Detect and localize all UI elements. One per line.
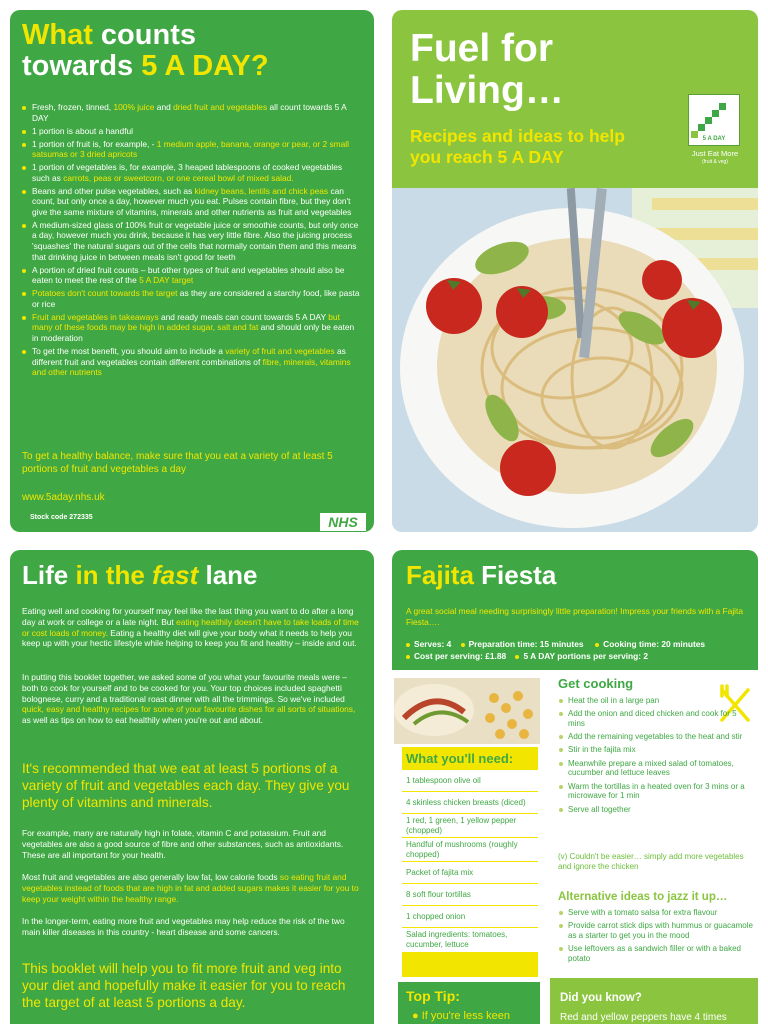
top-tip-title: Top Tip: xyxy=(406,988,460,1004)
body-text: Beans and other pulse vegetables, such as xyxy=(32,185,195,196)
counts-list-item xyxy=(22,139,360,160)
pasta-illustration xyxy=(392,188,758,532)
ingredients-list xyxy=(402,770,538,953)
booklet-callout: This booklet will help you to fit more fruit and veg into your diet and hopefully make it easier for you to reach the target of at least 5 portions a day. xyxy=(22,961,346,1010)
body-text: Fresh, frozen, tinned, xyxy=(32,102,114,112)
cooking-step: Add the remaining vegetables to the heat and stir xyxy=(558,732,754,742)
body-text: A medium-sized glass of 100% fruit or vegetable juice or smoothie counts, but only once a day, however much you drink, because it has very little fibre. Also the juicing process 'squashes' the natural sugars out of the cells that normally contain them and this means that drinking juice in between meals isn't good for teeth xyxy=(32,219,359,262)
alternatives-list xyxy=(558,908,754,967)
intro-paragraph xyxy=(22,606,362,649)
body-text: A portion of dried fruit counts – but other types of fruit and vegetables should also be eaten to meet the rest of the xyxy=(32,264,345,286)
body-text: Eating a healthy diet will give your body what it needs to help you keep up with your hectic lifestyle while helping to keep you fit and healthy – inside and out. xyxy=(22,627,357,649)
get-cooking-title: Get cooking xyxy=(558,676,634,691)
fajita-title: Fajita Fiesta xyxy=(406,560,557,590)
ingredient-item: 4 skinless chicken breasts (diced) xyxy=(402,792,538,814)
body-text: Eating well and cooking for yourself may feel like the last thing you want to do after a long day at work or college or a late night. But xyxy=(22,606,354,627)
highlight-text: dried fruit and vegetables xyxy=(173,102,268,112)
ingredient-item: 8 soft flour tortillas xyxy=(402,884,538,906)
body-text: as they are considered a starchy food, like pasta or rice xyxy=(32,288,360,309)
cover-subtitle: Recipes and ideas to help you reach 5 A DAY xyxy=(410,126,625,167)
counts-list-item xyxy=(22,265,360,286)
cooking-step: Add the onion and diced chicken and cook for 5 mins xyxy=(558,709,754,729)
nhs-logo: NHS xyxy=(320,513,366,531)
booklet-paragraph xyxy=(22,672,362,726)
highlight-text: Fruit and vegetables in takeaways xyxy=(32,311,159,322)
highlight-text: quick, easy and healthy recipes for some of your favourite dishes for all sorts of situations, xyxy=(22,704,356,715)
counts-list-item xyxy=(22,126,360,137)
body-text: To get the most benefit, you should aim to include a xyxy=(32,345,226,356)
body-text: 1 portion is about a handful xyxy=(32,125,134,136)
website-link[interactable]: www.5aday.nhs.uk xyxy=(22,492,105,503)
body-text: 1 portion of fruit is, for example, - xyxy=(32,138,157,149)
just-eat-more-tagline: Just Eat More (fruit & veg) xyxy=(691,149,739,165)
alternative-idea: Serve with a tomato salsa for extra flavour xyxy=(558,908,754,918)
body-text: can count, but only once a day, however much you eat. Pulses contain fibre, but they don't give the same mixture of vitamins, minerals and other nutrients as fruit and vegetables xyxy=(32,185,352,217)
cooking-step: Heat the oil in a large pan xyxy=(558,696,754,706)
ingredient-item: 1 chopped onion xyxy=(402,906,538,928)
ingredients-title: What you'll need: xyxy=(406,751,514,766)
body-text: as well as tips on how to eat healthily when you're out and about. xyxy=(22,715,263,726)
cooking-step: Meanwhile prepare a mixed salad of tomatoes, cucumber and lettuce leaves xyxy=(558,759,754,779)
body-text: and xyxy=(154,102,174,112)
counts-list-item xyxy=(22,102,360,123)
top-tip-text: ● If you're less keen xyxy=(412,1010,511,1022)
stock-code: Stock code 272335 xyxy=(30,514,93,521)
counts-list-item xyxy=(22,162,360,183)
ingredient-item: 1 red, 1 green, 1 yellow pepper (chopped) xyxy=(402,814,538,838)
did-you-know-box xyxy=(550,978,758,1024)
vegetarian-note: (v) Couldn't be easier… simply add more vegetables and ignore the chicken xyxy=(558,852,744,871)
did-you-know-text: Red and yellow peppers have 4 times xyxy=(560,1012,727,1023)
fajita-intro: A great social meal needing surprisingly little preparation! Impress your friends with a Fajita Fiesta…. xyxy=(406,606,744,627)
five-a-day-logo: 5 A DAY xyxy=(688,94,740,146)
alternatives-title: Alternative ideas to jazz it up… xyxy=(558,891,728,903)
body-text: 1 portion of vegetables is, for example, 3 heaped tablespoons of cooked vegetables such as xyxy=(32,162,343,183)
cooking-step: Warm the tortillas in a heated oven for 3 mins or a microwave for 1 min xyxy=(558,782,754,802)
fajita-photo xyxy=(394,678,540,744)
cooking-step: Serve all together xyxy=(558,805,754,815)
fuel-for-living-panel xyxy=(392,10,758,532)
highlight-text: eating healthily doesn't have to take loads of time or cost loads of money. xyxy=(22,616,359,638)
pasta-photo xyxy=(392,188,758,532)
body-text: In putting this booklet together, we asked some of you what your favourite meals were – both to cook for yourself and to be cooked for you. Your top choices included spaghetti bolognese, curry and a traditional roast dinner with all the trimmings. So we've included xyxy=(22,672,347,704)
counts-list-item xyxy=(22,186,360,218)
what-counts-title: What counts towards 5 A DAY? xyxy=(22,19,269,82)
nutrients-paragraph: For example, many are naturally high in folate, vitamin C and potassium. Fruit and vegetables are also a good source of fibre and other substances, such as antioxidants. These are all important for your health. xyxy=(22,828,344,860)
highlight-text: 100% juice xyxy=(113,102,155,112)
risk-paragraph: In the longer-term, eating more fruit and vegetables may help reduce the risk of the two main killer diseases in this country - heart disease and some cancers. xyxy=(22,916,345,937)
highlight-text: but many of these foods may be high in added sugar, salt and fat xyxy=(32,311,340,333)
low-fat-paragraph xyxy=(22,872,362,904)
fajita-header xyxy=(392,550,758,670)
cooking-step: Stir in the fajita mix xyxy=(558,745,754,755)
top-tip-box xyxy=(398,982,540,1024)
ingredient-item: Handful of mushrooms (roughly chopped) xyxy=(402,838,538,862)
body-text: all count towards 5 A DAY xyxy=(32,102,347,123)
highlight-text: Potatoes don't count towards the target xyxy=(32,288,178,299)
fajita-meta-row-1: Serves: 4 Preparation time: 15 minutes Cooking time: 20 minutes xyxy=(406,639,705,649)
balance-note: To get a healthy balance, make sure that you eat a variety of at least 5 portions of fruit and vegetables a day xyxy=(22,451,333,475)
ingredient-item: Salad ingredients: tomatoes, cucumber, lettuce xyxy=(402,928,538,952)
body-text: and should only be eaten in moderation xyxy=(32,322,355,343)
highlight-text: so eating fruit and vegetables instead of foods that are high in fat and added sugars makes it easier for you to keep your weight within the healthy range. xyxy=(22,872,359,904)
fast-lane-panel xyxy=(10,550,374,1024)
counts-list-item xyxy=(22,346,360,378)
cooking-steps xyxy=(558,696,754,818)
recommendation-callout: It's recommended that we eat at least 5 portions of a variety of fruit and vegetables each day. They give you plenty of vitamins and minerals. xyxy=(22,761,350,810)
what-counts-list xyxy=(22,102,360,380)
highlight-text: carrots, peas or sweetcorn, or one cereal bowl of mixed salad. xyxy=(63,172,294,183)
body-text: and ready meals can count towards 5 A DAY xyxy=(158,311,329,322)
highlight-text: 1 medium apple, banana, orange or pear, or 2 small satsumas or 3 dried apricots xyxy=(32,138,350,160)
highlight-text: kidney beans, lentils and chick peas xyxy=(194,185,329,196)
cover-header xyxy=(392,10,758,188)
body-text: Most fruit and vegetables are also generally low fat, low calorie foods xyxy=(22,872,280,882)
did-you-know-title: Did you know? xyxy=(560,992,642,1004)
alternative-idea: Provide carrot stick dips with hummus or guacamole as a starter to get you in the mood xyxy=(558,921,754,941)
fast-lane-title: Life in the fast lane xyxy=(22,560,258,590)
cover-headline: Fuel for Living… xyxy=(410,27,564,112)
counts-list-item xyxy=(22,288,360,309)
fajita-fiesta-panel xyxy=(392,550,758,1024)
fajita-meta-row-2: Cost per serving: £1.88 5 A DAY portions per serving: 2 xyxy=(406,651,648,661)
counts-list-item xyxy=(22,220,360,262)
what-counts-panel xyxy=(10,10,374,532)
ingredients-box xyxy=(402,747,538,977)
highlight-text: 5 A DAY target xyxy=(139,275,194,286)
counts-list-item xyxy=(22,312,360,344)
body-text: as different fruit and vegetables contain different combinations of xyxy=(32,345,346,367)
ingredient-item: 1 tablespoon olive oil xyxy=(402,770,538,792)
highlight-text: fibre, minerals, vitamins and other nutrients xyxy=(32,356,351,378)
highlight-text: variety of fruit and vegetables xyxy=(225,345,335,356)
ingredient-item: Packet of fajita mix xyxy=(402,862,538,884)
alternative-idea: Use leftovers as a sandwich filler or with a baked potato xyxy=(558,944,754,964)
